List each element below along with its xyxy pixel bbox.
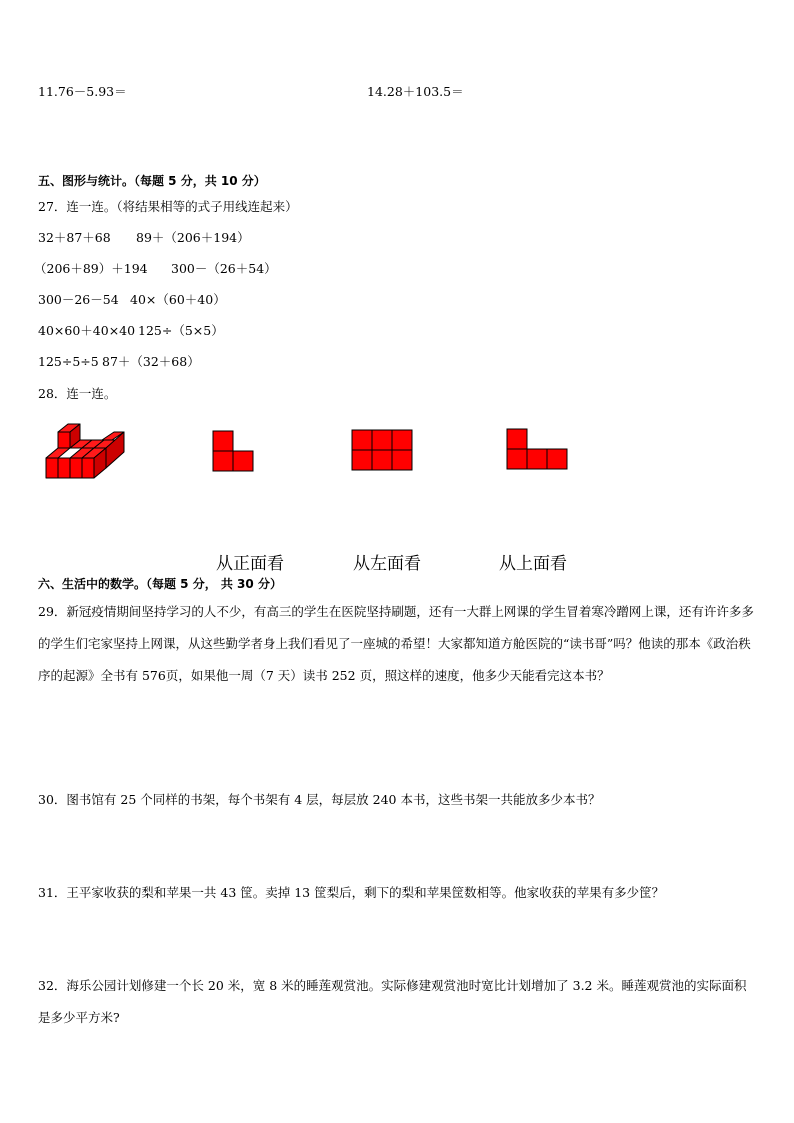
section-6-heading: 六、生活中的数学。（每题 5 分， 共 30 分） [38,577,282,591]
q27-right-4: 125÷（5×5） [138,323,224,338]
q30-text: 30．图书馆有 25 个同样的书架，每个书架有 4 层，每层放 240 本书，这些书架一共能放多少本书？ [38,792,601,807]
section-5-heading: 五、图形与统计。（每题 5 分，共 10 分） [38,174,266,188]
q29-text: 29．新冠疫情期间坚持学习的人不少，有高三的学生在医院坚持刷题，还有一大群上网课的学生冒着寒冷蹭网上课，还有许许多多的学生们宅家坚持上网课，从这些勤学者身上我们看见了一座城的希望！大家都知道方舱医院的“读书哥”吗？他读的那本《政治秩序的起源》全书有 576页，如果他一周（7 天）读书 252 页，照这样的速度，他多少天能看完这本书？ [38,604,754,683]
q27-left-2: （206＋89）＋194 [34,261,148,276]
caption-top-view: 从上面看 [499,554,567,574]
q31-text: 31．王平家收获的梨和苹果一共 43 筐。卖掉 13 筐梨后，剩下的梨和苹果筐数相等。他家收获的苹果有多少筐？ [38,885,665,900]
cube-stack-3d-figure [44,418,128,480]
caption-front-view: 从正面看 [216,554,284,574]
caption-left-view: 从左面看 [353,554,421,574]
front-view-figure [212,430,256,472]
q27-left-4: 40×60＋40×40 [38,323,136,338]
q27-left-3: 300－26－54 [38,292,119,307]
q27-right-5: 87＋（32＋68） [102,354,200,369]
q27-right-3: 40×（60＋40） [130,292,226,307]
q32-text: 32．海乐公园计划修建一个长 20 米，宽 8 米的睡莲观赏池。实际修建观赏池时宽比计划增加了 3.2 米。睡莲观赏池的实际面积是多少平方米? [38,978,747,1025]
q28-prompt: 28．连一连。 [38,386,117,401]
left-view-figure [351,429,413,471]
q27-left-1: 32＋87＋68 [38,230,111,245]
top-view-figure [506,428,568,470]
q27-right-2: 300－（26＋54） [171,261,277,276]
q27-prompt: 27．连一连。（将结果相等的式子用线连起来） [38,199,298,214]
expression-1: 11.76－5.93＝ [38,84,127,99]
q27-right-1: 89＋（206＋194） [136,230,250,245]
q27-left-5: 125÷5÷5 [38,354,99,369]
expression-2: 14.28＋103.5＝ [367,84,464,99]
